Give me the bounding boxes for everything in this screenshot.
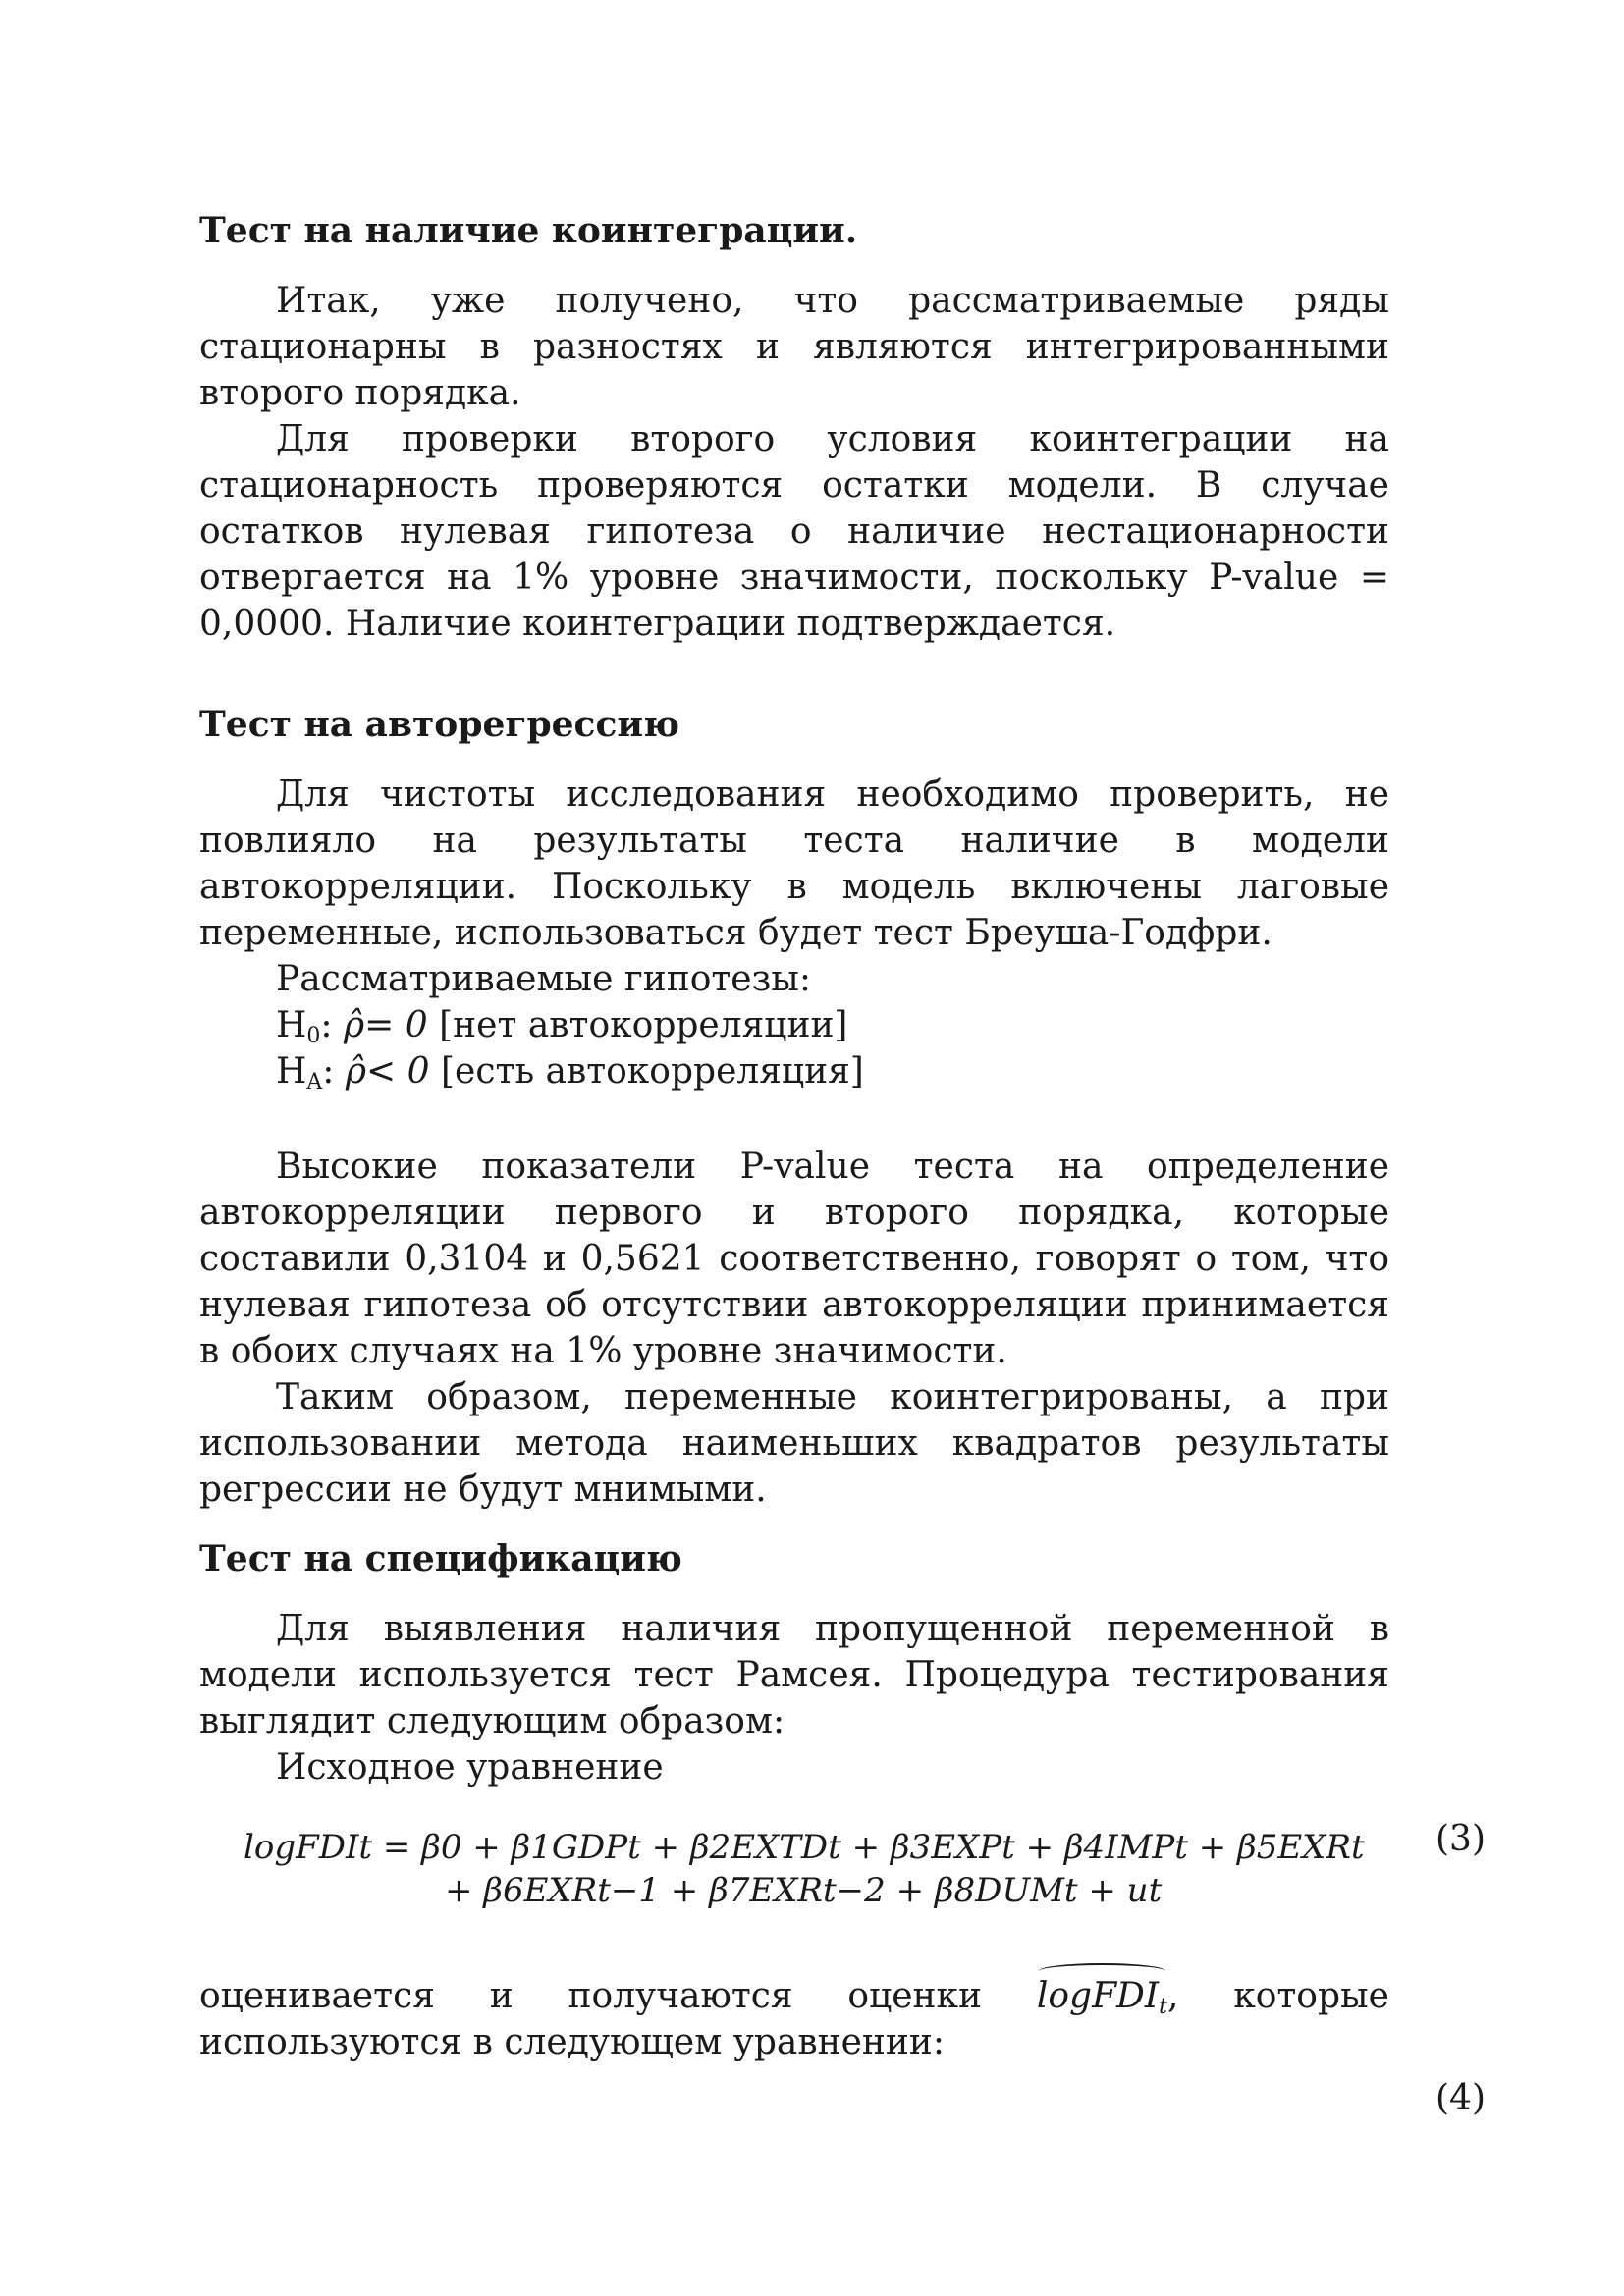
paragraph: Итак, уже получено, что рассматриваемые ряды стационарны в разностях и являются интегрированными второго порядка. — [199, 281, 1389, 413]
equation-number-4: (4) — [1435, 2078, 1486, 2118]
paragraph: Для чистоты исследования необходимо проверить, не повлияло на результаты теста наличие в модели автокорреляции. Поскольку в модель включены лаговые переменные, использоваться будет тест Бреуша-Годфри. — [199, 774, 1389, 953]
equation-3-line-1: logFDIt = β0 + β1GDPt + β2EXTDt + β3EXPt + β4IMPt + β5EXRt — [244, 1828, 1365, 1867]
paragraph: Исходное уравнение — [276, 1747, 664, 1788]
paragraph: Для проверки второго условия коинтеграции на стационарность проверяются остатки модели. В случае остатков нулевая гипотеза о наличие нестационарности отвергается на 1% уровне значимости, поскольку P-value = 0,0000. Наличие коинтеграции подтверждается. — [199, 419, 1389, 644]
paragraph: Для выявления наличия пропущенной переменной в модели используется тест Рамсея. Процедура тестирования выглядит следующим образом: — [199, 1609, 1389, 1741]
text-column — [199, 208, 1389, 2065]
hypotheses-intro: Рассматриваемые гипотезы: — [276, 959, 812, 999]
equation-number-3: (3) — [1435, 1819, 1486, 1859]
estimated-logfdi: logFDI$_t$ — [1037, 1973, 1167, 2019]
section-title-cointegration: Тест на наличие коинтеграции. — [199, 210, 858, 251]
paragraph: Высокие показатели P-value теста на определение автокорреляции первого и второго порядка, которые составили 0,3104 и 0,5621 соответственно, говорят о том, что нулевая гипотеза об отсутствии автокорреляции принимается в обоих случаях на 1% уровне значимости. — [199, 1147, 1389, 1371]
hypothesis-ha: $H_A$: ρ̂< 0 [есть автокорреляция] — [276, 1051, 864, 1095]
paragraph: Таким образом, переменные коинтегрированы, а при использовании метода наименьших квадратов результаты регрессии не будут мнимыми. — [199, 1377, 1389, 1510]
section-title-specification: Тест на спецификацию — [199, 1538, 682, 1579]
equation-3-line-2: + β6EXRt−1 + β7EXRt−2 + β8DUMt + ut — [445, 1871, 1163, 1910]
paragraph: оценивается и получаются оценки logFDI$_t$, которые используются в следующем уравнении: — [199, 1973, 1389, 2065]
section-title-autoregression: Тест на авторегрессию — [199, 704, 679, 745]
hypothesis-h0: $H_0$: ρ̂= 0 [нет автокорреляции] — [276, 1005, 848, 1048]
equation-3 — [199, 1826, 1389, 1924]
